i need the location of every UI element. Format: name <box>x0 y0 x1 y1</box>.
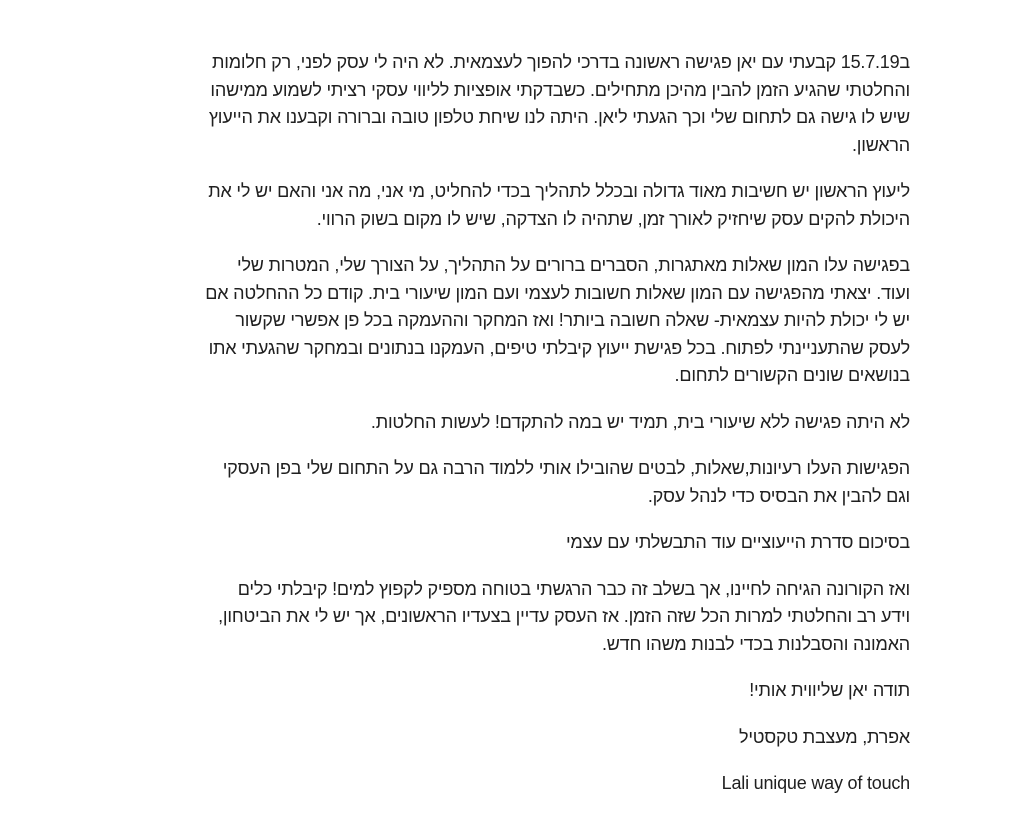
thanks-line: תודה יאן שליווית אותי! <box>749 680 910 700</box>
text-line: ב15.7.19 קבעתי עם יאן פגישה ראשונה בדרכי להפוך לעצמאית. לא היה לי עסק לפני, רק חלומות <box>212 52 910 72</box>
text-line: לעסק שהתעניינתי לפתוח. בכל פגישת ייעוץ קיבלתי טיפים, העמקנו בנתונים ובמחקר שהגעתי אתו <box>208 337 910 358</box>
text-line: ועוד. יצאתי מהפגישה עם המון שאלות חשובות לעצמי ועם המון שיעורי בית. קודם כל ההחלטה אם <box>205 282 910 303</box>
text-line: הפגישות העלו רעיונות,שאלות, לבטים שהובילו אותי ללמוד הרבה גם על התחום שלי בפן העסקי <box>222 458 910 478</box>
paragraph-brand <box>65 770 910 798</box>
text-line: בנושאים שונים הקשורים לתחום. <box>674 365 910 385</box>
text-line: ליעוץ הראשון יש חשיבות מאוד גדולה ובכלל לתהליך בכדי להחליט, מי אני, מה אני והאם יש לי את <box>208 181 910 201</box>
text-line: והחלטתי שהגיע הזמן להבין מהיכן מתחילים. כשבדקתי אופציות לליווי עסקי רציתי לשמוע ממישהו <box>210 79 910 100</box>
signature-name: אפרת, מעצבת טקסטיל <box>738 726 910 747</box>
text-line: וגם להבין את הבסיס כדי לנהל עסק. <box>647 485 910 506</box>
text-line: לא היתה פגישה ללא שיעורי בית, תמיד יש במה להתקדם! לעשות החלטות. <box>370 411 910 432</box>
paragraph-meeting-experience <box>65 252 910 390</box>
paragraph-ideas-and-learning <box>65 455 910 510</box>
text-line: וידע רב והחלטתי למרות הכל שזה הזמן. אז העסק עדיין בצעדיו הראשונים, אך יש לי את הביטחון, <box>218 606 910 626</box>
paragraph-intro <box>65 49 910 159</box>
paragraph-first-consultation <box>65 178 910 233</box>
text-line: בפגישה עלו המון שאלות מאתגרות, הסברים ברורים על התהליך, על הצורך שלי, המטרות שלי <box>236 255 910 275</box>
testimonial-document <box>65 0 910 798</box>
text-line: האמונה והסבלנות בכדי לבנות משהו חדש. <box>601 633 910 654</box>
text-line: ואז הקורונה הגיחה לחיינו, אך בשלב זה כבר הרגשתי בטוחה מספיק לקפוץ למים! קיבלתי כלים <box>237 578 910 599</box>
text-line: בסיכום סדרת הייעוציים עוד התבשלתי עם עצמי <box>565 532 910 552</box>
text-line: שיש לו גישה גם לתחום שלי וכך הגעתי ליאן. היתה לנו שיחת טלפון טובה וברורה וקבענו את הייעוץ <box>208 107 910 127</box>
text-line: יש לי יכולת להיות עצמאית- שאלה חשובה ביותר! ואז המחקר וההעמקה בכל פן אפשרי שקשור <box>235 310 910 330</box>
text-line: הראשון. <box>851 134 910 155</box>
paragraph-series-summary <box>65 529 910 557</box>
paragraph-homework <box>65 409 910 437</box>
paragraph-thanks <box>65 677 910 705</box>
text-line: היכולת להקים עסק שיחזיק לאורך זמן, שתהיה לו הצדקה, שיש לו מקום בשוק הרווי. <box>316 208 910 229</box>
paragraph-signature <box>65 724 910 752</box>
paragraph-corona <box>65 576 910 659</box>
brand-name: Lali unique way of touch <box>721 773 910 793</box>
